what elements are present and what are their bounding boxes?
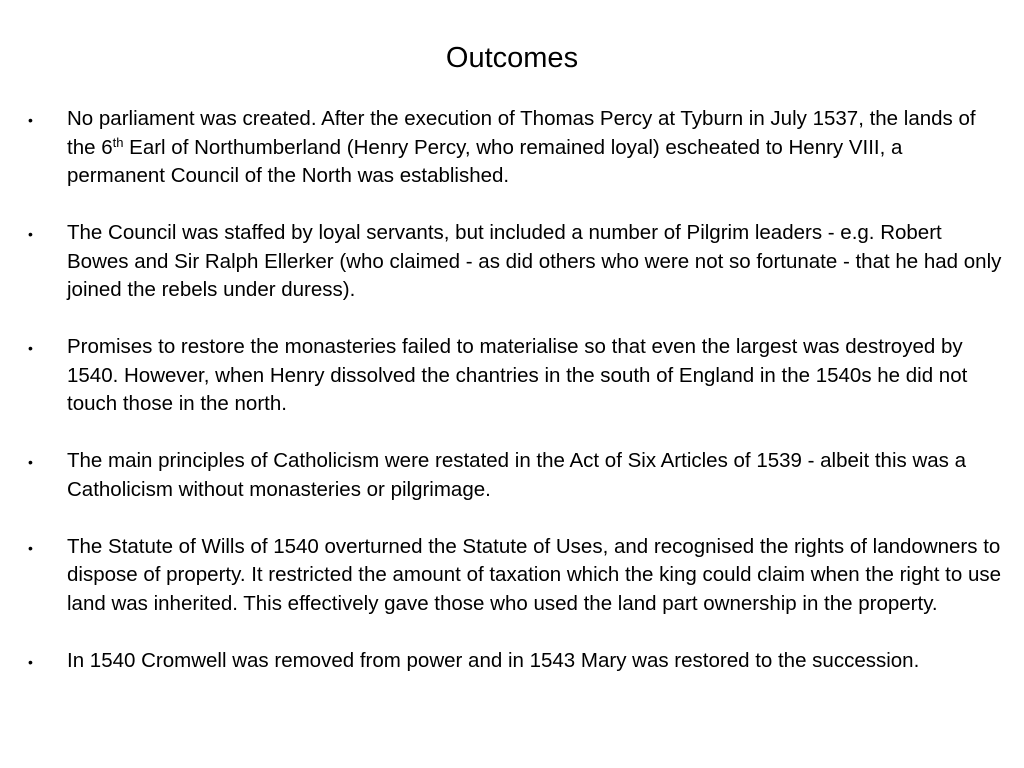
bullet-icon: • [28, 653, 33, 670]
bullet-text: The main principles of Catholicism were restated in the Act of Six Articles of 1539 - albeit this was a Catholicism without monasteries or pilgrimage. [67, 449, 966, 501]
bullet-icon: • [28, 226, 33, 242]
bullet-item [0, 219, 1024, 305]
bullet-text: The Statute of Wills of 1540 overturned the Statute of Uses, and recognised the rights of landowners to dispose of property. It restricted the amount of taxation which the king could claim when the right to use land was inherited. This effectively gave those who used the land part ownership in the property. [67, 534, 1002, 615]
bullet-icon: • [28, 539, 33, 556]
bullet-icon: • [28, 454, 33, 470]
bullet-item [0, 447, 1024, 504]
bullet-item [0, 333, 1024, 419]
bullet-text: The Council was staffed by loyal servants, but included a number of Pilgrim leaders - e.g. Robert Bowes and Sir Ralph Ellerker (who claimed - as did others who were not so fortunate - that he had only joined the rebels under duress). [67, 221, 1002, 301]
bullet-item [0, 647, 1024, 676]
bullet-icon: • [28, 112, 33, 128]
bullet-item [0, 533, 1024, 619]
bullet-text-part: Earl of Northumberland (Henry Percy, who remained loyal) escheated to Henry VIII, a permanent Council of the North was established. [67, 135, 903, 187]
bullet-icon: • [28, 340, 33, 356]
ordinal-superscript: th [112, 134, 124, 150]
bullet-text-part: No parliament was created. After the execution of Thomas Percy at Tyburn in July 1537, the lands of the 6 [67, 107, 976, 159]
bullet-item [0, 105, 1024, 191]
bullet-text [67, 107, 976, 187]
bullet-list [0, 105, 1024, 704]
bullet-text: In 1540 Cromwell was removed from power and in 1543 Mary was restored to the succession. [67, 648, 920, 672]
bullet-text: Promises to restore the monasteries failed to materialise so that even the largest was destroyed by 1540. However, when Henry dissolved the chantries in the south of England in the 1540s he did not touch those in the north. [67, 335, 968, 415]
slide-title: Outcomes [445, 42, 579, 74]
